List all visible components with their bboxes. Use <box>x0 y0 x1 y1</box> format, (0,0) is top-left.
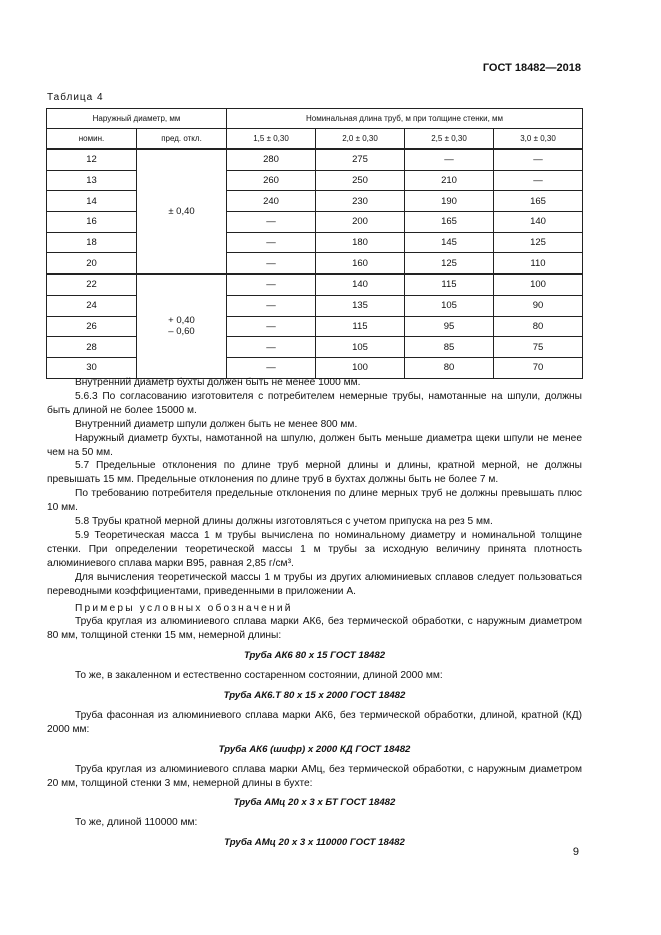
example-text: То же, в закаленном и естественно состаренном состоянии, длиной 2000 мм: <box>75 670 443 682</box>
table-row <box>47 253 583 274</box>
length-cell: — <box>227 274 316 295</box>
length-cell: 100 <box>316 357 405 378</box>
examples-title: Примеры условных обозначений <box>75 602 293 614</box>
example-code: Труба АМц 20 х 3 х БТ ГОСТ 18482 <box>233 797 396 809</box>
length-cell: 200 <box>316 212 405 233</box>
diameter-cell: 24 <box>47 295 137 316</box>
length-cell: — <box>227 232 316 253</box>
length-cell: 280 <box>227 149 316 170</box>
length-cell: 70 <box>494 357 583 378</box>
length-cell: 165 <box>494 191 583 212</box>
table-4 <box>46 108 583 379</box>
length-cell: — <box>227 316 316 337</box>
length-cell: — <box>405 149 494 170</box>
length-cell: — <box>227 337 316 358</box>
example-code: Труба АК6.Т 80 х 15 х 2000 ГОСТ 18482 <box>223 690 406 702</box>
length-cell: 105 <box>316 337 405 358</box>
length-cell: 275 <box>316 149 405 170</box>
length-cell: 135 <box>316 295 405 316</box>
table-row <box>47 295 583 316</box>
tolerance-cell: ± 0,40 <box>137 149 227 274</box>
diameter-cell: 30 <box>47 357 137 378</box>
length-cell: — <box>227 253 316 274</box>
length-cell: — <box>227 295 316 316</box>
length-cell: — <box>227 212 316 233</box>
body-text <box>47 376 582 856</box>
outer-diameter-header: Наружный диаметр, мм <box>47 109 227 129</box>
paragraph: Внутренний диаметр бухты должен быть не менее 1000 мм. <box>75 377 361 388</box>
length-cell: 140 <box>494 212 583 233</box>
example-code: Труба АК6 (шифр) х 2000 КД ГОСТ 18482 <box>218 743 411 755</box>
length-cell: 90 <box>494 295 583 316</box>
length-cell: 105 <box>405 295 494 316</box>
length-cell: 80 <box>405 357 494 378</box>
diameter-cell: 13 <box>47 170 137 191</box>
table-row <box>47 149 583 170</box>
length-cell: 85 <box>405 337 494 358</box>
thickness-1-header: 1,5 ± 0,30 <box>227 129 316 150</box>
length-cell: 140 <box>316 274 405 295</box>
length-cell: 110 <box>494 253 583 274</box>
diameter-cell: 22 <box>47 274 137 295</box>
length-cell: 230 <box>316 191 405 212</box>
paragraph: 5.9 Теоретическая масса 1 м трубы вычислена по номинальному диаметру и номинальной толщине стенки. При определении теоретической массы 1 м трубы за исходную величину принята плотность алюминиевого сплава марки В95, равная 2,85 г/см³. <box>47 529 582 569</box>
length-cell: 80 <box>494 316 583 337</box>
example-text: Труба круглая из алюминиевого сплава марки АК6, без термической обработки, с наружным диаметром 80 мм, толщиной стенки 15 мм, немерной длины: <box>47 616 582 642</box>
length-cell: 115 <box>316 316 405 337</box>
paragraph: Наружный диаметр бухты, намотанной на шпулю, должен быть меньше диаметра щеки шпули не менее чем на 50 мм. <box>47 432 582 458</box>
page-number: 9 <box>572 846 579 858</box>
length-cell: 210 <box>405 170 494 191</box>
pred-header: пред. откл. <box>137 129 227 150</box>
example-code: Труба АМц 20 х 3 х 110000 ГОСТ 18482 <box>224 837 405 849</box>
length-cell: 115 <box>405 274 494 295</box>
example-code: Труба АК6 80 х 15 ГОСТ 18482 <box>243 650 386 662</box>
table-row <box>47 337 583 358</box>
example-text: Труба фасонная из алюминиевого сплава марки АК6, без термической обработки, длиной, кратной (КД) 2000 мм: <box>47 709 582 735</box>
example-text: То же, длиной 110000 мм: <box>75 817 198 829</box>
table-row <box>47 170 583 191</box>
length-cell: 190 <box>405 191 494 212</box>
table-caption: Таблица 4 <box>47 92 104 103</box>
length-cell: 250 <box>316 170 405 191</box>
diameter-cell: 12 <box>47 149 137 170</box>
paragraph: 5.6.3 По согласованию изготовителя с потребителем немерные трубы, намотанные на шпули, должны быть длиной не более 15000 м. <box>47 390 582 416</box>
length-cell: 95 <box>405 316 494 337</box>
nominal-length-header: Номинальная длина труб, м при толщине стенки, мм <box>227 109 583 129</box>
tolerance-plus: + 0,40 <box>168 315 195 327</box>
table-row <box>47 274 583 295</box>
diameter-cell: 28 <box>47 337 137 358</box>
paragraph: По требованию потребителя предельные отклонения по длине мерных труб не должны превышать плюс 10 мм. <box>47 488 582 514</box>
diameter-cell: 18 <box>47 232 137 253</box>
example-text: Труба круглая из алюминиевого сплава марки АМц, без термической обработки, с наружным диаметром 20 мм, толщиной стенки 3 мм, немерной длины в бухте: <box>47 763 582 789</box>
length-cell: 75 <box>494 337 583 358</box>
nomin-header: номин. <box>47 129 137 150</box>
table-row <box>47 232 583 253</box>
tolerance-cell <box>137 274 227 378</box>
diameter-cell: 16 <box>47 212 137 233</box>
length-cell: 165 <box>405 212 494 233</box>
length-cell: 125 <box>494 232 583 253</box>
length-cell: — <box>494 149 583 170</box>
paragraph: 5.7 Предельные отклонения по длине труб мерной длины и длины, кратной мерной, не должны превышать 15 мм. Предельные отклонения по длине труб в бухтах должны быть не более 7 м. <box>47 460 582 486</box>
length-cell: 180 <box>316 232 405 253</box>
length-cell: 100 <box>494 274 583 295</box>
length-cell: 260 <box>227 170 316 191</box>
length-cell: 240 <box>227 191 316 212</box>
paragraph: Для вычисления теоретической массы 1 м трубы из других алюминиевых сплавов следует пользоваться переводными коэффициентами, приведенными в приложении А. <box>47 571 582 597</box>
length-cell: 125 <box>405 253 494 274</box>
thickness-3-header: 2,5 ± 0,30 <box>405 129 494 150</box>
diameter-cell: 20 <box>47 253 137 274</box>
length-cell: — <box>494 170 583 191</box>
paragraph: Внутренний диаметр шпули должен быть не менее 800 мм. <box>75 418 358 430</box>
document-id: ГОСТ 18482—2018 <box>482 62 581 74</box>
length-cell: — <box>227 357 316 378</box>
table-row <box>47 212 583 233</box>
length-cell: 145 <box>405 232 494 253</box>
thickness-4-header: 3,0 ± 0,30 <box>494 129 583 150</box>
table-row <box>47 191 583 212</box>
table-row <box>47 316 583 337</box>
diameter-cell: 14 <box>47 191 137 212</box>
table-row <box>47 357 583 378</box>
thickness-2-header: 2,0 ± 0,30 <box>316 129 405 150</box>
diameter-cell: 26 <box>47 316 137 337</box>
length-cell: 160 <box>316 253 405 274</box>
tolerance-minus: – 0,60 <box>168 326 195 338</box>
paragraph: 5.8 Трубы кратной мерной длины должны изготовляться с учетом припуска на рез 5 мм. <box>75 516 493 528</box>
